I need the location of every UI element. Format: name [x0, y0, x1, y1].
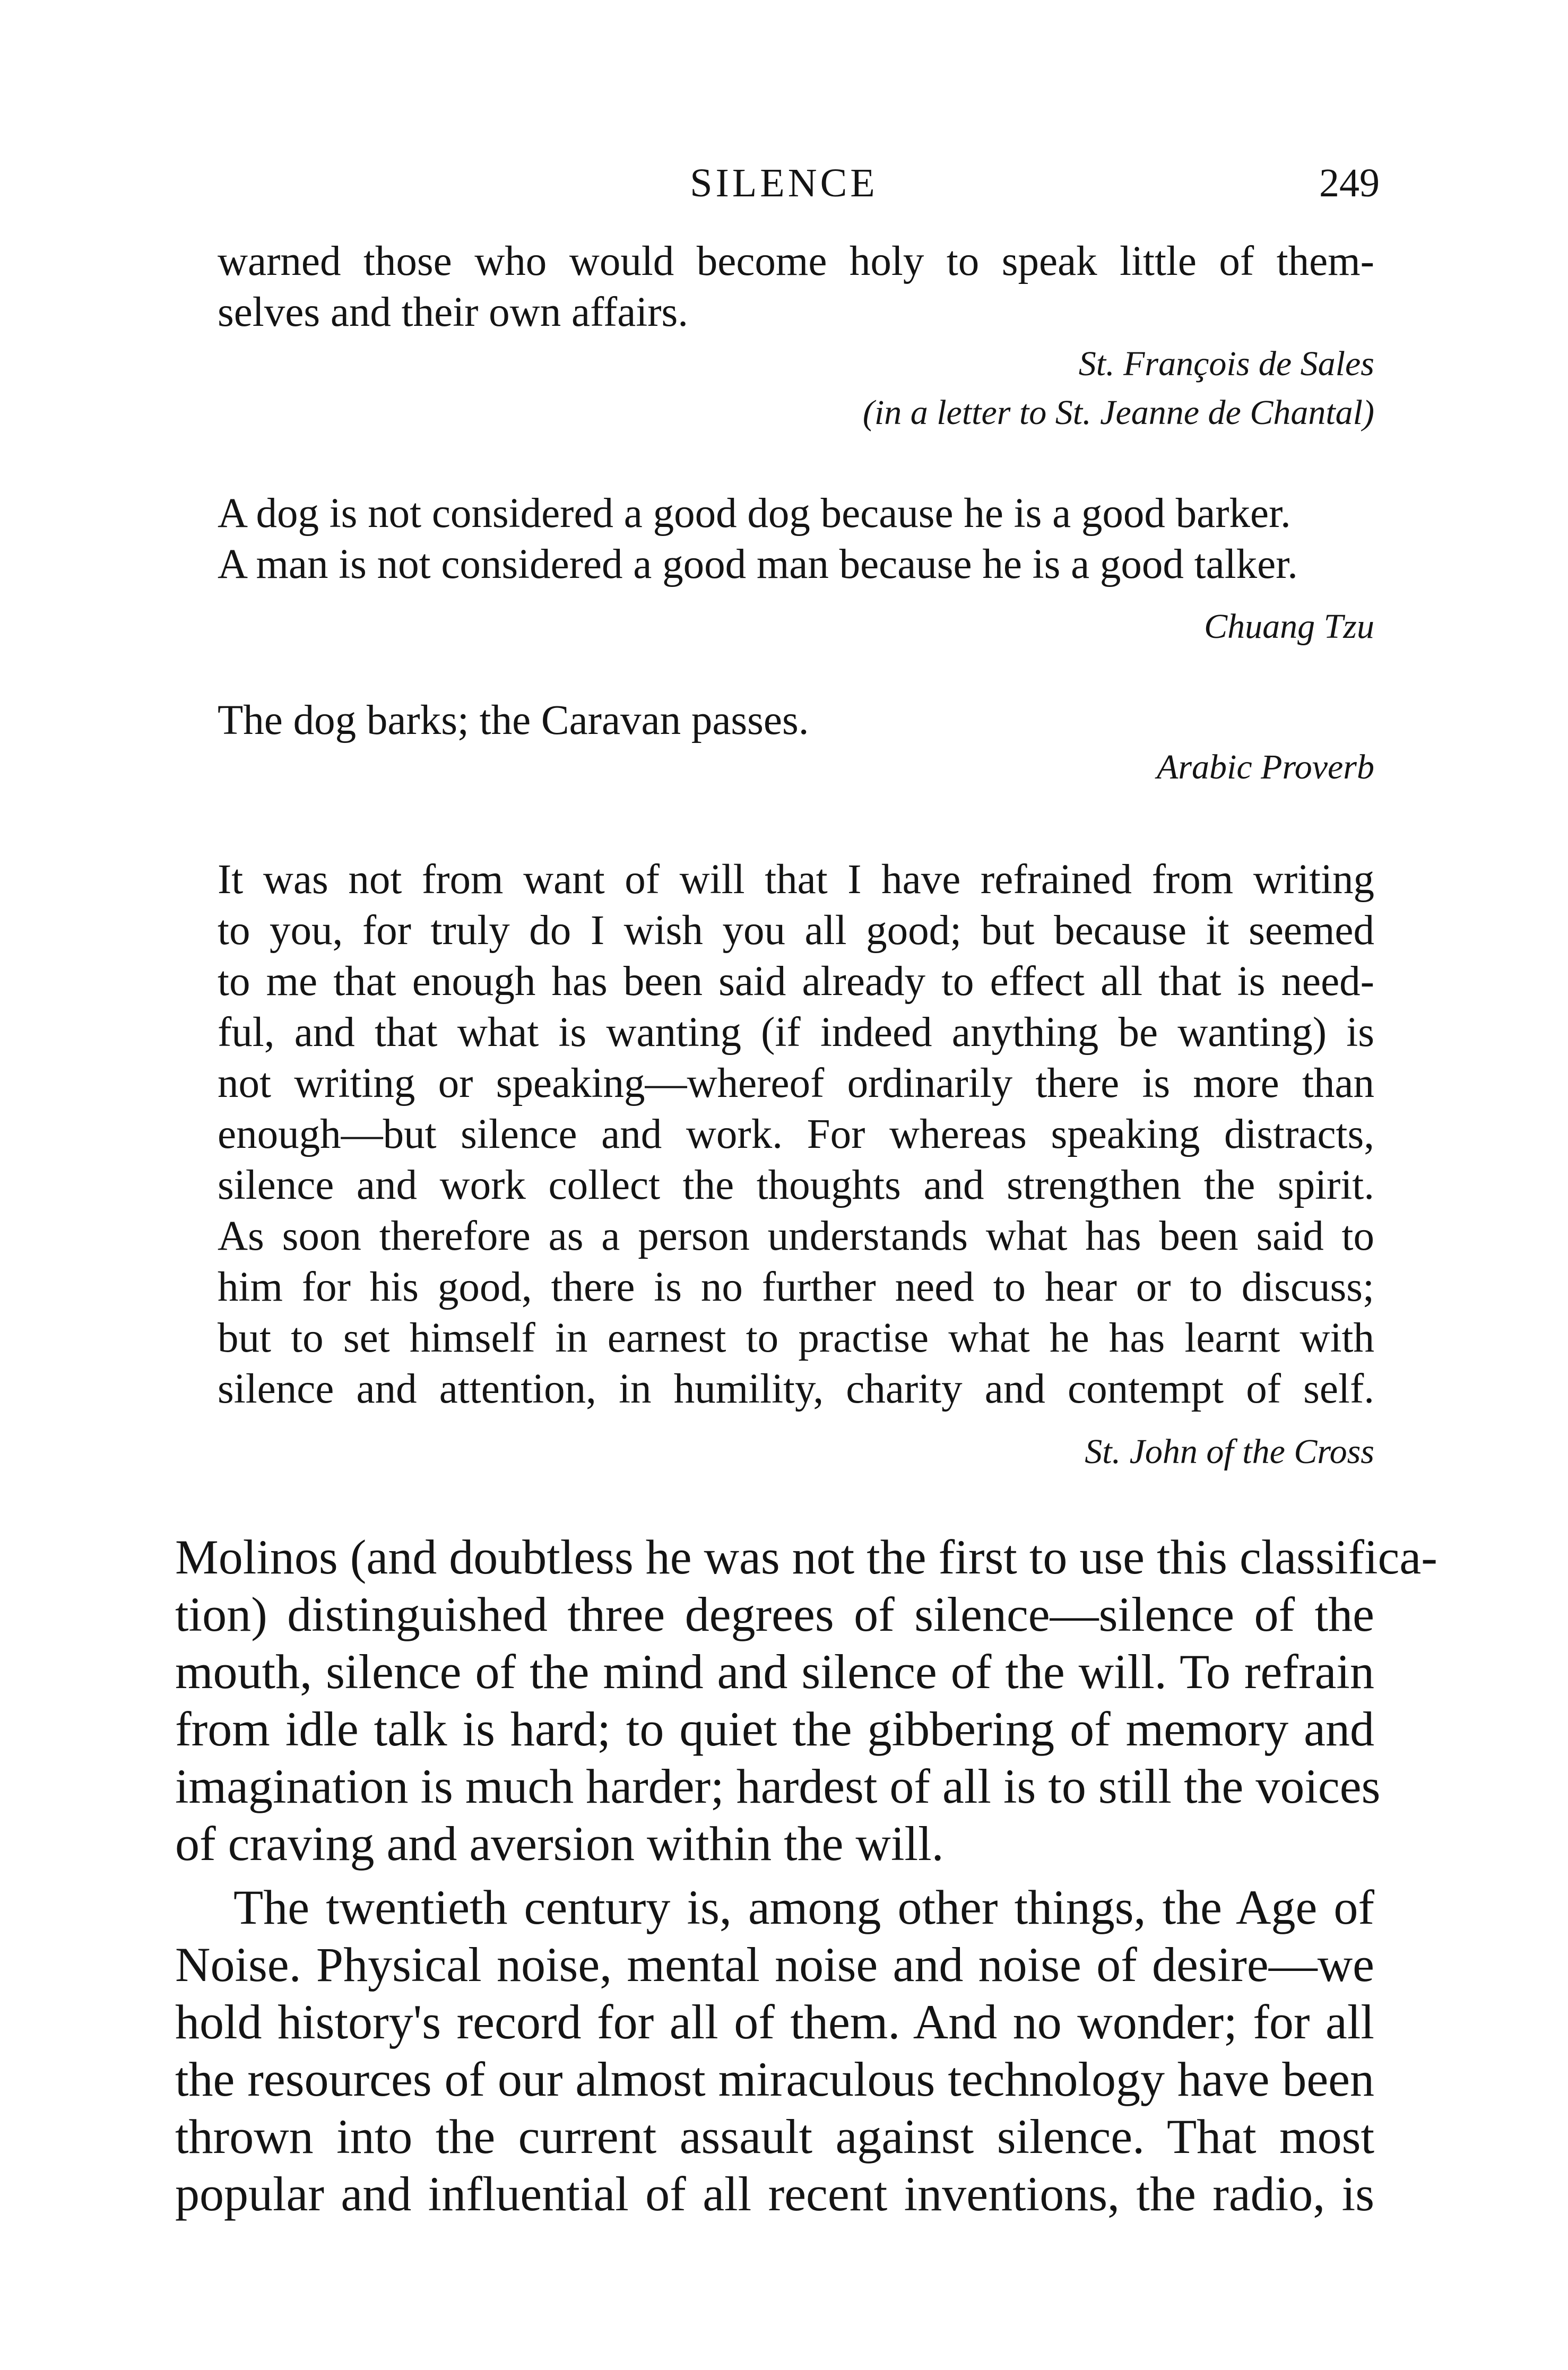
body-line: mouth, silence of the mind and silence of the will. To refrain [175, 1645, 1374, 1699]
quote-line: A man is not considered a good man because he is a good talker. [218, 541, 1298, 587]
body-line: Noise. Physical noise, mental noise and noise of desire—we [175, 1937, 1374, 1992]
quote-line: silence and attention, in humility, charity and contempt of self. [218, 1366, 1374, 1412]
quote-line: enough—but silence and work. For whereas speaking distracts, [218, 1111, 1374, 1157]
attribution-john-of-the-cross [1085, 1428, 1374, 1476]
body-line: tion) distinguished three degrees of silence—silence of the [175, 1587, 1374, 1641]
body-paragraph [175, 1528, 1437, 1872]
quote-line: silence and work collect the thoughts and strengthen the spirit. [218, 1162, 1374, 1208]
body-line: the resources of our almost miraculous technology have been [175, 2052, 1374, 2106]
body-line: hold history's record for all of them. And no wonder; for all [175, 1995, 1374, 2049]
running-title: SILENCE [690, 161, 878, 205]
running-head [0, 159, 1568, 207]
attribution-sales [863, 340, 1374, 437]
attribution-chuang-tzu [1204, 602, 1374, 651]
quote-line: The dog barks; the Caravan passes. [218, 697, 809, 743]
quote-sales [218, 236, 1374, 338]
quote-chuang-tzu [218, 488, 1374, 590]
quote-line: selves and their own affairs. [218, 289, 689, 335]
attribution-note: (in a letter to St. Jeanne de Chantal) [862, 393, 1374, 432]
quote-john-of-the-cross [218, 854, 1374, 1415]
body-line: from idle talk is hard; to quiet the gibbering of memory and [175, 1702, 1374, 1756]
body-line: The twentieth century is, among other things, the Age of [233, 1880, 1374, 1934]
body-line: popular and influential of all recent inventions, the radio, is [175, 2167, 1374, 2221]
quote-line: to you, for truly do I wish you all good; but because it seemed [218, 907, 1374, 954]
page-number: 249 [1319, 161, 1380, 205]
quote-arabic-proverb [218, 695, 1374, 746]
attribution-name: St. François de Sales [1078, 344, 1374, 383]
quote-line: but to set himself in earnest to practise what he has learnt with [218, 1315, 1374, 1361]
quote-line: ful, and that what is wanting (if indeed anything be wanting) is [218, 1009, 1374, 1056]
quote-line: warned those who would become holy to speak little of them- [218, 238, 1374, 284]
body-line: thrown into the current assault against silence. That most [175, 2109, 1374, 2164]
body-line: Molinos (and doubtless he was not the first to use this classifica- [175, 1530, 1437, 1584]
attribution-name: Arabic Proverb [1157, 748, 1374, 786]
body-line: imagination is much harder; hardest of all is to still the voices [175, 1759, 1381, 1813]
quote-line: As soon therefore as a person understands what has been said to [218, 1213, 1374, 1259]
body-line: of craving and aversion within the will. [175, 1817, 944, 1871]
quote-line: A dog is not considered a good dog because he is a good barker. [218, 490, 1291, 537]
quote-line: It was not from want of will that I have refrained from writing [218, 857, 1374, 903]
body-paragraph [175, 1879, 1374, 2222]
quote-line: him for his good, there is no further need to hear or to discuss; [218, 1264, 1374, 1310]
quote-line: to me that enough has been said already to effect all that is need- [218, 958, 1374, 1005]
attribution-name: Chuang Tzu [1204, 607, 1374, 646]
attribution-arabic-proverb [1157, 743, 1374, 792]
quote-line: not writing or speaking—whereof ordinarily there is more than [218, 1060, 1374, 1106]
attribution-name: St. John of the Cross [1085, 1432, 1374, 1471]
